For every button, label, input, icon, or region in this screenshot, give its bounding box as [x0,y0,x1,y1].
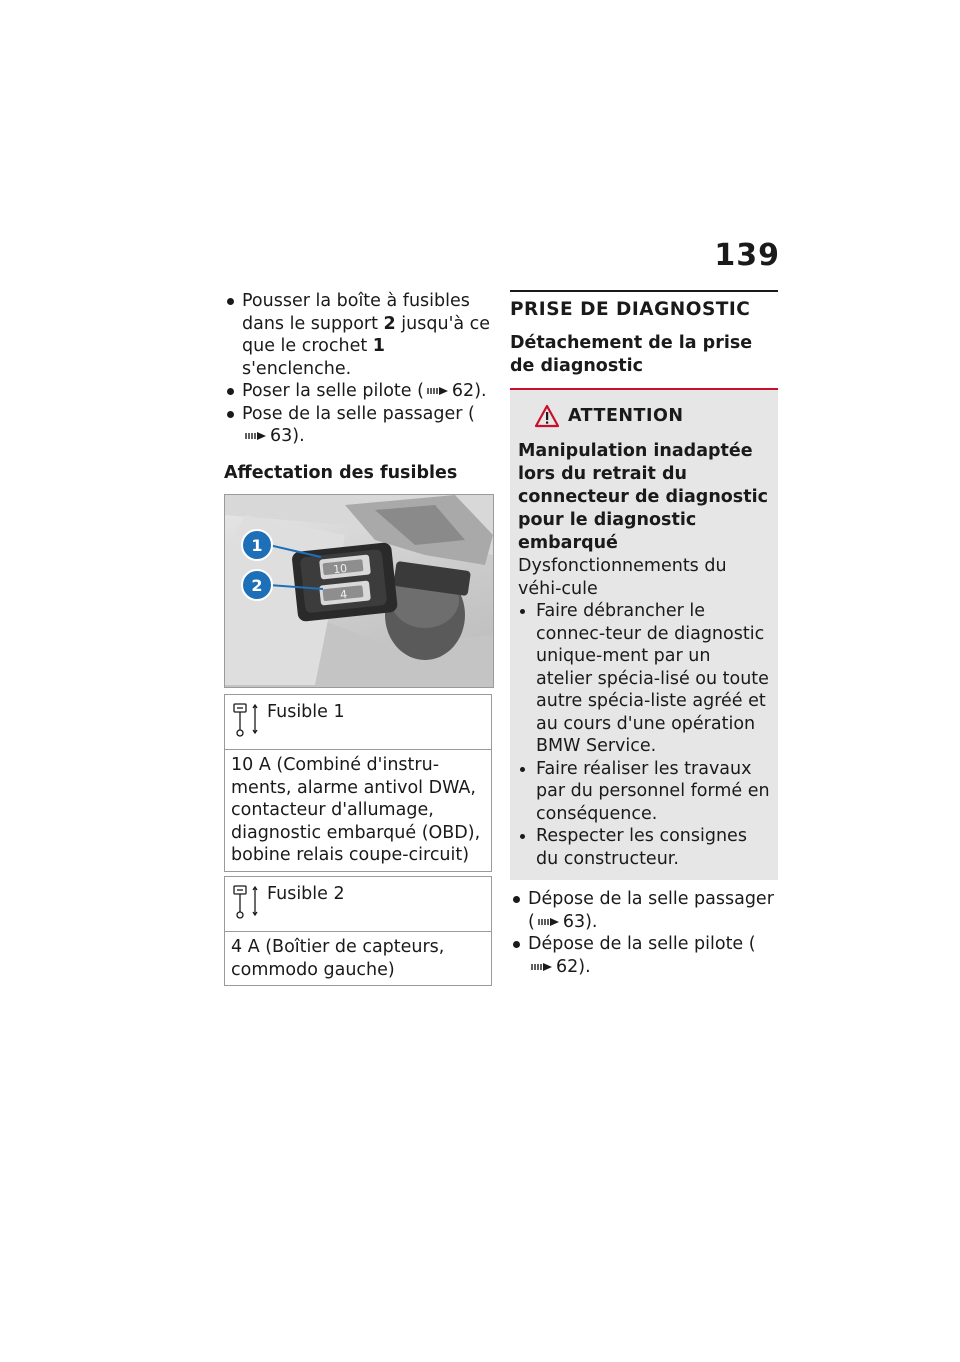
fuse-box-photo [224,494,494,688]
warning-measures [518,600,770,870]
page-reference-arrow-icon [538,916,560,928]
step-item: Pousser la boîte à fusibles dans le support 2 jusqu'à ce que le crochet 1 s'enclenche. [224,290,494,380]
fuse-description: 4 A (Boîtier de capteurs, commodo gauche) [225,932,492,986]
fuse-row-description [225,932,492,986]
step-list [510,888,778,978]
section-title: Affectation des fusibles [224,462,458,483]
list-item: Respecter les consignes du constructeur. [518,825,770,870]
fuse-box-illustration [225,495,493,687]
warning-title: ATTENTION [568,406,684,426]
page-reference-arrow-icon [427,385,449,397]
fuse-row-header [225,876,492,932]
page-reference-arrow-icon [531,961,553,973]
chapter-title: PRISE DE DIAGNOSTIC [510,299,751,320]
step-item: Dépose de la selle passager ( 63). [510,888,778,933]
fuse-label: Fusible 2 [267,883,345,904]
fuse-row-description [225,750,492,872]
fuse-icon [231,881,267,928]
fuse-table [224,876,492,987]
page-number: 139 [714,238,780,273]
warning-box [510,390,778,880]
sub-title: Détachement de la prise de diagnostic [510,333,753,376]
fuse-table [224,694,492,872]
warning-heading: Manipulation inadaptée lors du retrait du connecteur de diagnostic pour le diagnostic embarqué [518,441,768,553]
title-rule [510,290,778,292]
fuse-2-value: 4 [339,587,348,601]
step-item: Dépose de la selle pilote (62). [510,933,778,978]
list-item: Faire débrancher le connec-teur de diagnostic unique-ment par un atelier spécia-lisé ou toute autre spécia-liste agréé et au cours d'une opération BMW Service. [518,600,770,758]
fuse-icon [231,699,267,746]
fuse-description: 10 A (Combiné d'instru-ments, alarme antivol DWA, contacteur d'allumage, diagnostic embarqué (OBD), bobine relais coupe-circuit) [225,750,492,872]
fuse-label: Fusible 1 [267,701,345,722]
page-reference-arrow-icon [245,430,267,442]
fuse-1-value: 10 [332,561,348,576]
list-item: Faire réaliser les travaux par du personnel formé en conséquence. [518,758,770,826]
warning-consequence: Dysfonctionnements du véhi-cule [518,556,727,599]
right-column [510,290,778,978]
fuse-row-header [225,694,492,750]
left-column [224,290,494,986]
step-item: Pose de la selle passager (63). [224,403,494,448]
marker-2: 2 [251,575,263,595]
marker-1: 1 [251,535,263,555]
step-item: Poser la selle pilote ( 62). [224,380,494,403]
step-list [224,290,494,448]
warning-triangle-icon [534,404,560,428]
